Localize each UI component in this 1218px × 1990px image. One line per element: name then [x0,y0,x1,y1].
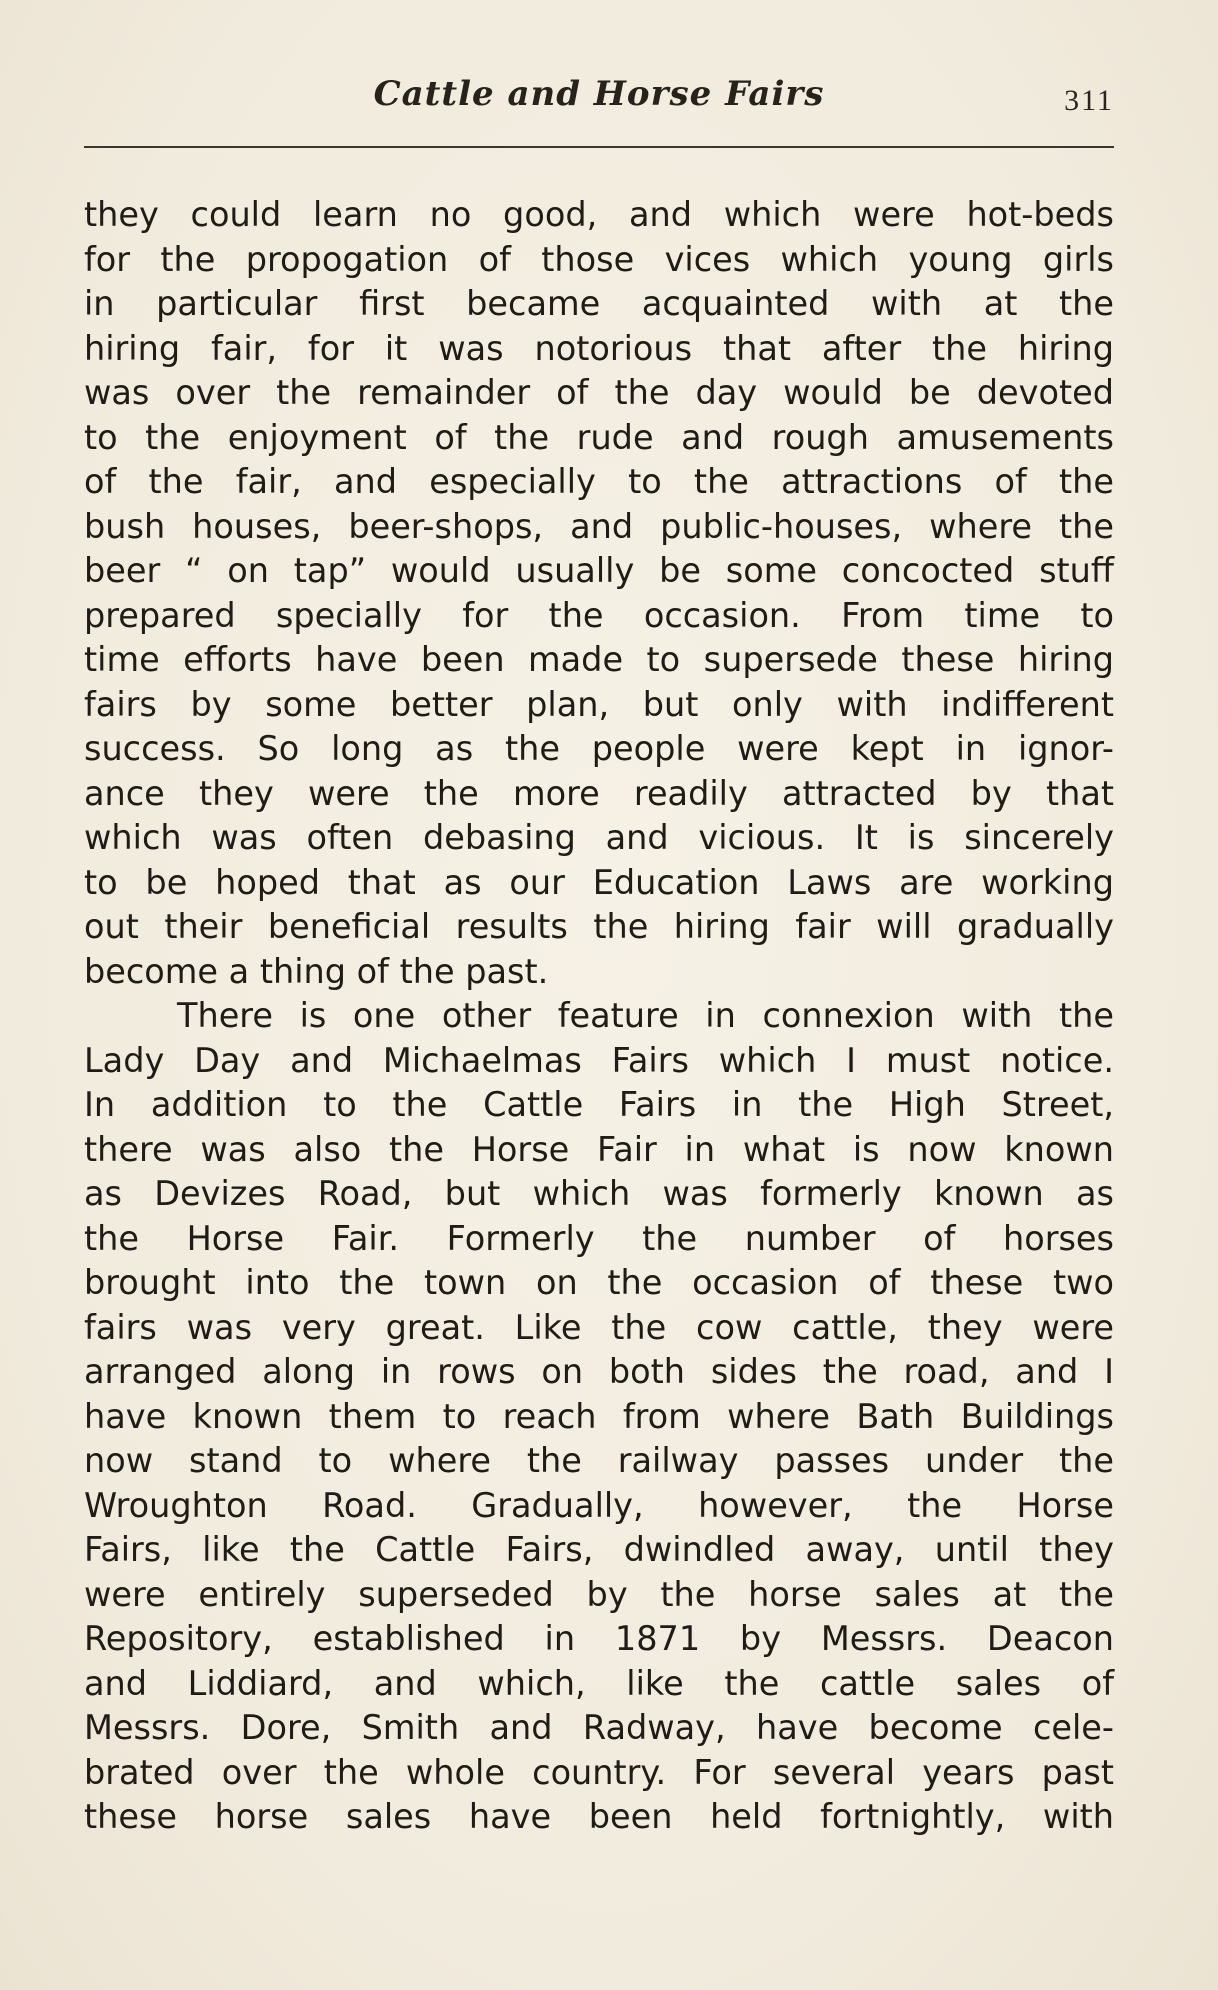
paragraph [84,193,1114,994]
text-line: was over the remainder of the day would be devoted [84,373,1114,412]
text-line: Lady Day and Michaelmas Fairs which I must notice. [84,1040,1114,1080]
text-line: There is one other feature in connexion with the [177,996,1114,1035]
text-line: the Horse Fair. Formerly the number of horses [84,1218,1114,1258]
text-line: success. So long as the people were kept in ignor- [84,729,1114,768]
text-line: ance they were the more readily attracted by that [84,773,1114,813]
text-line: In addition to the Cattle Fairs in the High Street, [84,1085,1114,1124]
text-line: and Liddiard, and which, like the cattle sales of [84,1663,1114,1703]
text-line: beer “ on tap” would usually be some concocted stuff [84,551,1114,590]
text-line: as Devizes Road, but which was formerly known as [84,1174,1114,1213]
text-line: become a thing of the past. [84,951,549,991]
text-line: time efforts have been made to supersede these hiring [84,640,1114,679]
text-line: brated over the whole country. For several years past [84,1752,1114,1792]
text-line: arranged along in rows on both sides the road, and I [84,1352,1114,1391]
body-text [84,193,1114,1840]
text-line: Fairs, like the Cattle Fairs, dwindled away, until they [84,1530,1114,1569]
text-line: Repository, established in 1871 by Messrs. Deacon [84,1619,1114,1658]
text-line: there was also the Horse Fair in what is now known [84,1129,1114,1169]
text-line: hiring fair, for it was notorious that after the hiring [84,328,1114,368]
text-line: brought into the town on the occasion of these two [84,1263,1114,1302]
text-line: out their beneficial results the hiring fair will gradually [84,907,1114,946]
text-line: for the propogation of those vices which young girls [84,239,1114,279]
text-line: fairs was very great. Like the cow cattle, they were [84,1307,1114,1347]
text-line: they could learn no good, and which were hot-beds [84,195,1114,234]
text-line: which was often debasing and vicious. It is sincerely [84,818,1114,857]
text-line: were entirely superseded by the horse sales at the [84,1574,1114,1614]
paragraph [84,994,1114,1840]
page-number: 311 [1064,84,1114,117]
text-line: to the enjoyment of the rude and rough amusements [84,417,1114,457]
text-line: these horse sales have been held fortnightly, with [84,1797,1114,1836]
text-line: of the fair, and especially to the attractions of the [84,462,1114,501]
text-line: bush houses, beer-shops, and public-houses, where the [84,506,1114,546]
text-line: prepared specially for the occasion. From time to [84,595,1114,635]
text-line: have known them to reach from where Bath Buildings [84,1396,1114,1436]
header-rule [84,146,1114,148]
text-line: fairs by some better plan, but only with indifferent [84,684,1114,724]
text-line: to be hoped that as our Education Laws are working [84,862,1114,902]
running-head [84,70,1114,130]
text-line: in particular first became acquainted with at the [84,284,1114,323]
text-line: now stand to where the railway passes under the [84,1441,1114,1480]
running-title: Cattle and Horse Fairs [373,74,825,114]
text-line: Messrs. Dore, Smith and Radway, have become cele- [84,1708,1114,1747]
text-line: Wroughton Road. Gradually, however, the Horse [84,1485,1114,1525]
